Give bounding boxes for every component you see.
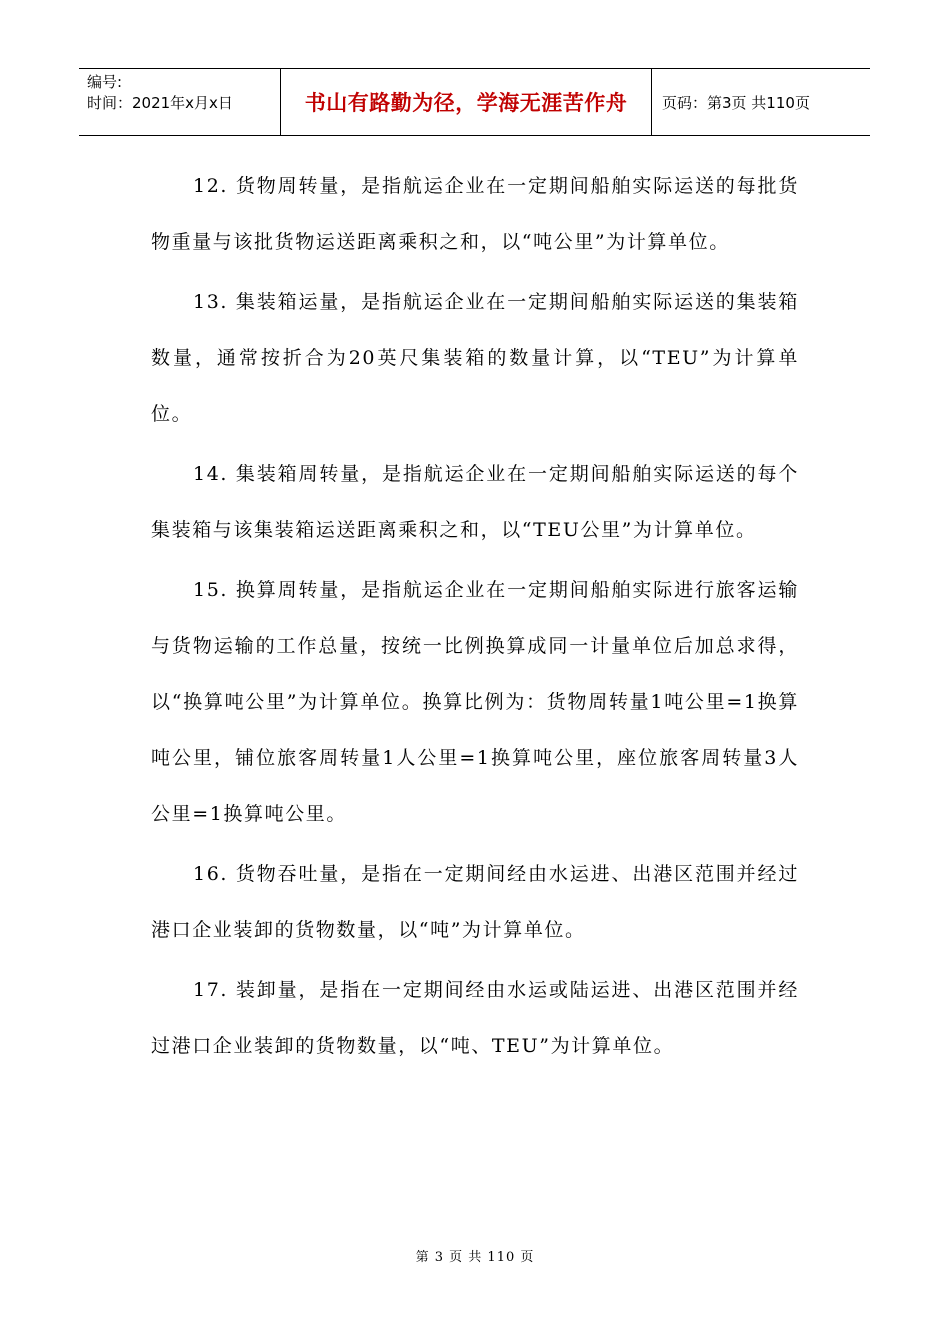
paragraph-13: 13. 集装箱运量，是指航运企业在一定期间船舶实际运送的集装箱数量，通常按折合为20英尺集装箱的数量计算，以“TEU”为计算单位。 [151, 291, 799, 425]
paragraph-12: 12. 货物周转量，是指航运企业在一定期间船舶实际运送的每批货物重量与该批货物运送距离乘积之和，以“吨公里”为计算单位。 [151, 175, 799, 253]
page-header [79, 68, 870, 136]
paragraph-16: 16. 货物吞吐量，是指在一定期间经由水运进、出港区范围并经过港口企业装卸的货物数量，以“吨”为计算单位。 [151, 863, 799, 941]
paragraph-15: 15. 换算周转量，是指航运企业在一定期间船舶实际进行旅客运输与货物运输的工作总量，按统一比例换算成同一计量单位后加总求得，以“换算吨公里”为计算单位。换算比例为：货物周转量1吨公里=1换算吨公里，铺位旅客周转量1人公里=1换算吨公里，座位旅客周转量3人公里=1换算吨公里。 [151, 579, 799, 825]
document-body [151, 158, 799, 1078]
paragraph-17: 17. 装卸量，是指在一定期间经由水运或陆运进、出港区范围并经过港口企业装卸的货物数量，以“吨、TEU”为计算单位。 [151, 979, 799, 1057]
page-footer: 第 3 页 共 110 页 [415, 1250, 535, 1265]
header-motto: 书山有路勤为径，学海无涯苦作舟 [281, 69, 652, 135]
time-label: 时间：2021年x月x日 [87, 94, 233, 112]
header-meta [79, 69, 281, 135]
serial-label: 编号: [87, 73, 123, 91]
header-page-info: 页码：第3页 共110页 [662, 93, 810, 112]
paragraph-14: 14. 集装箱周转量，是指航运企业在一定期间船舶实际运送的每个集装箱与该集装箱运送距离乘积之和，以“TEU公里”为计算单位。 [151, 463, 799, 541]
